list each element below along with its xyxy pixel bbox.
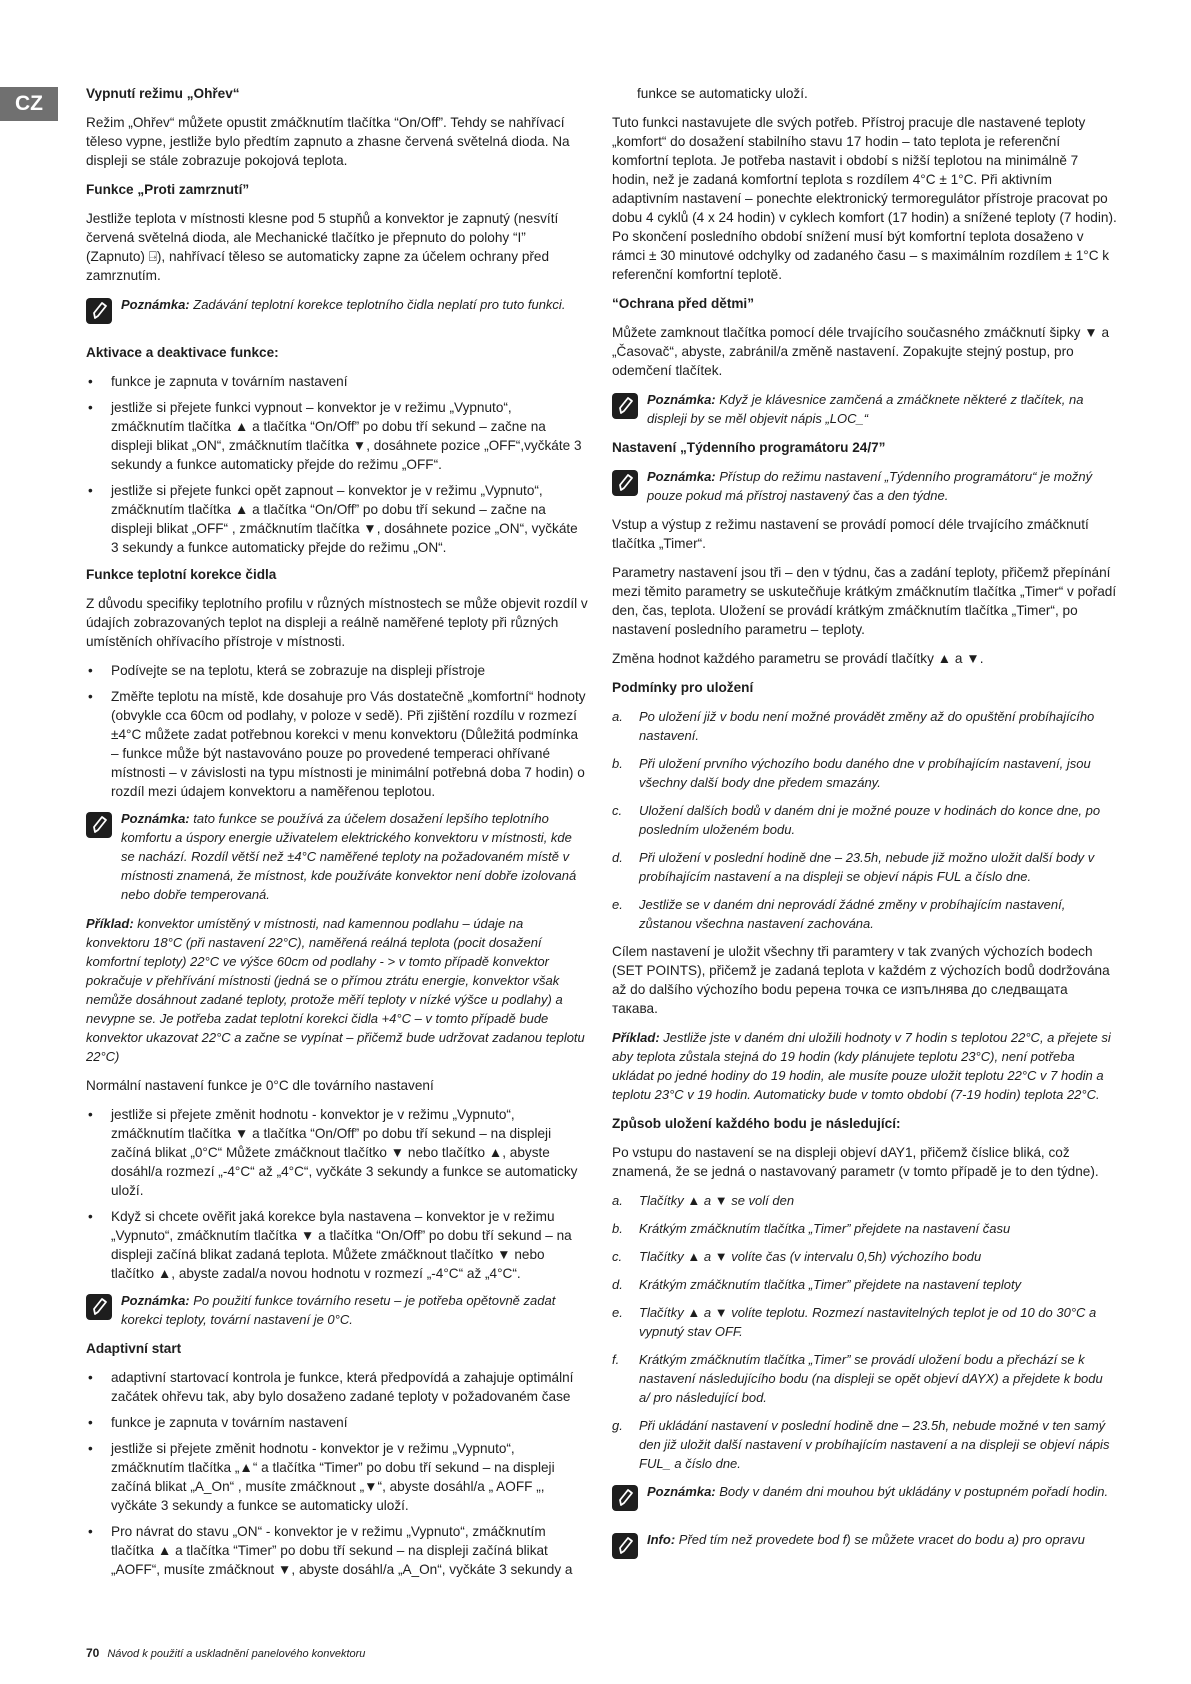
bullet-list <box>86 661 588 801</box>
list-letter: d. <box>612 1277 623 1292</box>
info-text: Před tím než provedete bod f) se můžete vracet do bodu a) pro opravu <box>675 1532 1085 1547</box>
list-text: Při ukládání nastavení v poslední hodině dne – 23.5h, nebude možné v ten samý den již uložit další nastavení v probíhajícím nastavení a na displeji se objeví nápis FUL_ a číslo dne. <box>639 1418 1110 1471</box>
example-label: Příklad: <box>86 916 134 931</box>
list-letter: d. <box>612 850 623 865</box>
paragraph: Změna hodnot každého parametru se provádí tlačítky ▲ a ▼. <box>612 651 984 666</box>
note-label: Poznámka: <box>647 1484 716 1499</box>
section-title: Nastavení „Týdenního programátoru 24/7” <box>612 440 886 455</box>
list-text: Krátkým zmáčknutím tlačítka „Timer” přejdete na nastavení teploty <box>639 1277 1022 1292</box>
list-text: Při uložení prvního výchozího bodu daného dne v probíhajícím nastavení, jsou všechny další body dne předem smazány. <box>639 756 1091 790</box>
right-column <box>612 84 1117 1578</box>
paragraph: Z důvodu specifiky teplotního profilu v různých místnostech se může objevit rozdíl v údajích zobrazovaných teplot na displeji a reálně naměřené teploty při různých umístěních ohřívacího přístroje v místnosti. <box>86 596 588 649</box>
list-item <box>612 895 1117 933</box>
paragraph: Po vstupu do nastavení se na displeji objeví dAY1, přičemž číslice bliká, což znamená, že se jedná o nastavovaný parametr (v tomto případě je to den týdne). <box>612 1145 1099 1179</box>
list-text: Při uložení v poslední hodině dne – 23.5h, nebude již možno uložit další body v probíhajícím nastavení a na displeji se objeví nápis FUL a číslo dne. <box>639 850 1095 884</box>
section-title: Funkce „Proti zamrznutí” <box>86 182 250 197</box>
note-text: Po použití funkce továrního resetu – je potřeba opětovně zadat korekci teploty, tovární nastavení je 0°C. <box>121 1293 556 1327</box>
list-item <box>612 754 1117 792</box>
list-item: • jestliže si přejete změnit hodnotu - konvektor je v režimu „Vypnuto“, zmáčknutím tlačítka „▲“ a tlačítka “Timer” po dobu tří sekund – na displeji začíná blikat „A_On“ , musíte zmáčknout „▼“, abyste dosáhl/a „ AOFF „, vyčkáte 3 sekundy a funkce se automaticky uloží. <box>86 1439 588 1515</box>
list-item: • Podívejte se na teplotu, která se zobrazuje na displeji přístroje <box>86 661 588 680</box>
paragraph: Vstup a výstup z režimu nastavení se provádí pomocí déle trvajícího zmáčknutí tlačítka „Timer“. <box>612 517 1089 551</box>
note <box>612 390 1117 428</box>
note <box>612 1482 1117 1520</box>
note-label: Poznámka: <box>121 811 190 826</box>
paragraph: Jestliže teplota v místnosti klesne pod 5 stupňů a konvektor je zapnutý (nesvítí červená světelná dioda, ale Mechanické tlačítko je přepnuto do polohy “I” (Zapnuto) ⍈), nahřívací těleso se automaticky zapne za účelem ochrany před zamrznutím. <box>86 211 559 283</box>
list-letter: a. <box>612 709 623 724</box>
list-letter: a. <box>612 1193 623 1208</box>
note <box>86 809 588 904</box>
info-label: Info: <box>647 1532 676 1547</box>
paragraph: funkce se automaticky uloží. <box>637 86 808 101</box>
note <box>86 295 588 333</box>
bullet-list <box>86 1105 588 1283</box>
left-column <box>86 84 588 1587</box>
list-item <box>612 1350 1117 1407</box>
page-footer <box>86 1644 365 1664</box>
list-letter: g. <box>612 1418 623 1433</box>
page-number: 70 <box>86 1646 100 1660</box>
list-item <box>612 801 1117 839</box>
paragraph: Režim „Ohřev“ můžete opustit zmáčknutím tlačítka “On/Off”. Tehdy se nahřívací těleso vypne, jestliže bylo předtím zapnuto a zhasne červená světelná dioda. Na displeji se stále zobrazuje pokojová teplota. <box>86 115 570 168</box>
paragraph: Parametry nastavení jsou tři – den v týdnu, čas a zadání teploty, přičemž přepínání mezi těmito parametry se uskutečňuje krátkým zmáčknutím tlačítka „Timer“ v pořadí den, čas, teplota. Uložení se provádí krátkým zmáčknutím tlačítka „Timer“, po nastavení posledního parametru – teploty. <box>612 565 1117 637</box>
section-title: Vypnutí režimu „Ohřev“ <box>86 86 240 101</box>
footer-title: Návod k použití a uskladnění panelového konvektoru <box>107 1648 366 1660</box>
list-item: • jestliže si přejete funkci opět zapnout – konvektor je v režimu „Vypnuto“, zmáčknutím tlačítka ▲ a tlačítka “On/Off” po dobu tří sekund – začne na displeji blikat „OFF“ , zmáčknutím tlačítka ▼, dosáhnete pozice „ON“, vyčkáte 3 sekundy a funkce automaticky přejde do režimu „ON“. <box>86 481 588 557</box>
section-title: “Ochrana před dětmi” <box>612 296 755 311</box>
list-item <box>612 1219 1117 1238</box>
section-title: Funkce teplotní korekce čidla <box>86 567 277 582</box>
list-text: Krátkým zmáčknutím tlačítka „Timer” přejdete na nastavení času <box>639 1221 1011 1236</box>
list-letter: b. <box>612 756 623 771</box>
note-pencil-icon <box>612 1533 638 1559</box>
note-pencil-icon <box>86 1294 112 1320</box>
note-pencil-icon <box>612 393 638 419</box>
paragraph: Normální nastavení funkce je 0°C dle továrního nastavení <box>86 1078 434 1093</box>
list-item: • Když si chcete ověřit jaká korekce byla nastavena – konvektor je v režimu „Vypnuto“, zmáčknutím tlačítka ▼ a tlačítka “On/Off” po dobu tří sekund – na displeji začíná blikat zadaná teplota. Můžete zmáčknout tlačítko ▼ nebo tlačítko ▲, abyste zadal/a novou hodnotu v rozmezí „-4°C“ až „4°C“. <box>86 1207 588 1283</box>
list-letter: b. <box>612 1221 623 1236</box>
note-label: Poznámka: <box>121 297 190 312</box>
list-letter: c. <box>612 1249 623 1264</box>
note-label: Poznámka: <box>647 469 716 484</box>
list-text: Tlačítky ▲ a ▼ volíte teplotu. Rozmezí nastavitelných teplot je od 10 do 30°C a vypnutý stav OFF. <box>639 1305 1097 1339</box>
list-text: Tlačítky ▲ a ▼ se volí den <box>639 1193 795 1208</box>
example-text: Jestliže jste v daném dni uložili hodnoty v 7 hodin s teplotou 22°C, a přejete si aby teplota zůstala stejná do 19 hodin (kdy plánujete teplotu 23°C), není potřeba ukládat po jedné hodiny do 19 hodin, ale musíte pouze uložit teplotu 22°C v 7 hodin a teplotu 23°C v 19 hodin. Automaticky bude v tomto období (7-19 hodin) teplota 22°C. <box>612 1030 1111 1102</box>
list-item <box>612 1191 1117 1210</box>
list-text: Krátkým zmáčknutím tlačítka „Timer” se provádí uložení bodu a přechází se k nastavení následujícího bodu (na displeji se opět objeví dAYX) a přejdete k bodu a/ pro následující bod. <box>639 1352 1103 1405</box>
note-text: Přístup do režimu nastavení „Týdenního programátoru“ je možný pouze pokud má přístroj nastavený čas a den týdne. <box>647 469 1093 503</box>
info-note <box>612 1530 1117 1568</box>
note <box>86 1291 588 1329</box>
list-text: Po uložení již v bodu není možné provádět změny až do opuštění probíhajícího nastavení. <box>639 709 1095 743</box>
note-text: Body v daném dni mouhou být ukládány v postupném pořadí hodin. <box>715 1484 1109 1499</box>
list-letter: e. <box>612 897 623 912</box>
example <box>612 1028 1117 1104</box>
example <box>86 914 588 1066</box>
list-item <box>612 848 1117 886</box>
list-letter: e. <box>612 1305 623 1320</box>
list-text: Uložení dalších bodů v daném dni je možné pouze v hodinách do konce dne, po posledním uloženém bodu. <box>639 803 1101 837</box>
bullet-list <box>86 1368 588 1579</box>
list-item: • adaptivní startovací kontrola je funkce, která předpovídá a zahajuje optimální začátek ohřevu tak, aby bylo dosaženo zadané teploty v požadovaném čase <box>86 1368 588 1406</box>
list-letter: f. <box>612 1352 620 1367</box>
note-label: Poznámka: <box>121 1293 190 1308</box>
note-pencil-icon <box>86 298 112 324</box>
section-title: Způsob uložení každého bodu je následující: <box>612 1116 901 1131</box>
lettered-list <box>612 707 1117 933</box>
note-pencil-icon <box>612 1485 638 1511</box>
list-item: • jestliže si přejete funkci vypnout – konvektor je v režimu „Vypnuto“, zmáčknutím tlačítka ▲ a tlačítka “On/Off” po dobu tří sekund – začne na displeji blikat „ON“, zmáčknutím tlačítka ▼, dosáhnete pozice „OFF“,vyčkáte 3 sekundy a funkce automaticky přejde do režimu „OFF“. <box>86 398 588 474</box>
example-label: Příklad: <box>612 1030 660 1045</box>
section-title: Podmínky pro uložení <box>612 680 754 695</box>
language-tab: CZ <box>0 87 58 121</box>
list-item <box>612 707 1117 745</box>
section-title: Aktivace a deaktivace funkce: <box>86 345 279 360</box>
note-text: Zadávání teplotní korekce teplotního čidla neplatí pro tuto funkci. <box>189 297 566 312</box>
bullet-list <box>86 372 588 557</box>
list-item <box>612 1247 1117 1266</box>
list-item: • funkce je zapnuta v továrním nastavení <box>86 1413 588 1432</box>
note-text: tato funkce se používá za účelem dosažení lepšího teplotního komfortu a úspory energie uživatelem elektrického konvektoru v místnosti, kde se nachází. Rozdíl větší než ±4°C naměřené teploty na požadovaném místě v místnosti znamená, že místnost, kde používáte konvektor není dobře izolovaná nebo dobře temperovaná. <box>121 811 577 902</box>
list-item: • Změřte teplotu na místě, kde dosahuje pro Vás dostatečně „komfortní“ hodnoty (obvykle cca 60cm od podlahy, v poloze v sedě). Při zjištění rozdílu v rozmezí ±4°C můžete zadat potřebnou korekci v menu konvektoru (Důležitá podmínka – funkce může být nastavováno pouze po provedené temperaci ohřívané místnosti – v závislosti na typu místnosti je minimální potřebná doba 7 hodin) o rozdíl mezi údajem konvektoru a naměřenou teplotou. <box>86 687 588 801</box>
note-text: Když je klávesnice zamčená a zmáčknete některé z tlačítek, na displeji by se měl objevit nápis „LOC_“ <box>647 392 1084 426</box>
note-pencil-icon <box>86 812 112 838</box>
paragraph: Můžete zamknout tlačítka pomocí déle trvajícího současného zmáčknutí šipky ▼ a „Časovač“, abyste, zabránil/a změně nastavení. Zopakujte stejný postup, pro odemčení tlačítek. <box>612 325 1110 378</box>
list-text: Tlačítky ▲ a ▼ volíte čas (v intervalu 0,5h) výchozího bodu <box>639 1249 982 1264</box>
list-item <box>612 1275 1117 1294</box>
note-label: Poznámka: <box>647 392 716 407</box>
list-letter: c. <box>612 803 623 818</box>
list-item: • Pro návrat do stavu „ON“ - konvektor je v režimu „Vypnuto“, zmáčknutím tlačítka ▲ a tlačítka “Timer” po dobu tří sekund – na displeji začíná blikat „AOFF“, musíte zmáčknout ▼, abyste dosáhl/a „A_On“, vyčkáte 3 sekundy a <box>86 1522 588 1579</box>
example-text: konvektor umístěný v místnosti, nad kamennou podlahu – údaje na konvektoru 18°C (při nastavení 22°C), naměřená reálná teplota (pocit dosažení komfortní teploty) 22°C ve výšce 60cm od podlahy - > v tomto případě konvektor pokračuje v přehřívání místnosti (jedná se o přímou ztrátu energie, konvektor však nemůže dosáhnout zadané teploty, protože měří teploty v nízké výšce u podlahy) a nevypne se. Je potřeba zadat teplotní korekci čidla +4°C – v tomto případě bude konvektor ukazovat 22°C a začne se vypínat – přičemž bude udržovat zadanou teplotu 22°C) <box>86 916 585 1064</box>
list-item: • jestliže si přejete změnit hodnotu - konvektor je v režimu „Vypnuto“, zmáčknutím tlačítka ▼ a tlačítka “On/Off” po dobu tří sekund – na displeji začíná blikat „0°C“ Můžete zmáčknout tlačítko ▼ nebo tlačítko ▲, abyste dosáhl/a rozmezí „-4°C“ až „4°C“, vyčkáte 3 sekundy a funkce se automaticky uloží. <box>86 1105 588 1200</box>
list-item: • funkce je zapnuta v továrním nastavení <box>86 372 588 391</box>
section-title: Adaptivní start <box>86 1341 182 1356</box>
list-text: Jestliže se v daném dni neprovádí žádné změny v probíhajícím nastavení, zůstanou všechna nastavení zachována. <box>639 897 1066 931</box>
note <box>612 467 1117 505</box>
lettered-list <box>612 1191 1117 1473</box>
paragraph: Tuto funkci nastavujete dle svých potřeb. Přístroj pracuje dle nastavené teploty „komfort“ do dosažení stabilního stavu 17 hodin – tato teplota je referenční komfortní teplota. Je potřeba nastavit i období s nižší teplotou na minimálně 7 hodin, než je zadaná komfortní teplota s rozdílem 4°C ± 1°C. Při aktivním adaptivním nastavení – ponechte elektronický termoregulátor přístroje pracovat po dobu 4 cyklů (4 x 24 hodin) v cyklech komfort (17 hodin) a snížené teploty (7 hodin). Po skončení posledního období snížení musí být komfortní teplota dosaženo v rámci ± 30 minutové odchylky od zadaného času – s maximálním rozdílem ± 1°C k referenční komfortní teplotě. <box>612 115 1117 282</box>
note-pencil-icon <box>612 470 638 496</box>
list-item <box>612 1303 1117 1341</box>
list-item <box>612 1416 1117 1473</box>
paragraph: Cílem nastavení je uložit všechny tři paramtery v tak zvaných výchozích bodech (SET POINTS), přičemž je zadaná teplota v každém z výchozích bodů dodržována až do dalšího výchozího bodu ререна точка се изпълнява до следващата такава. <box>612 944 1110 1016</box>
